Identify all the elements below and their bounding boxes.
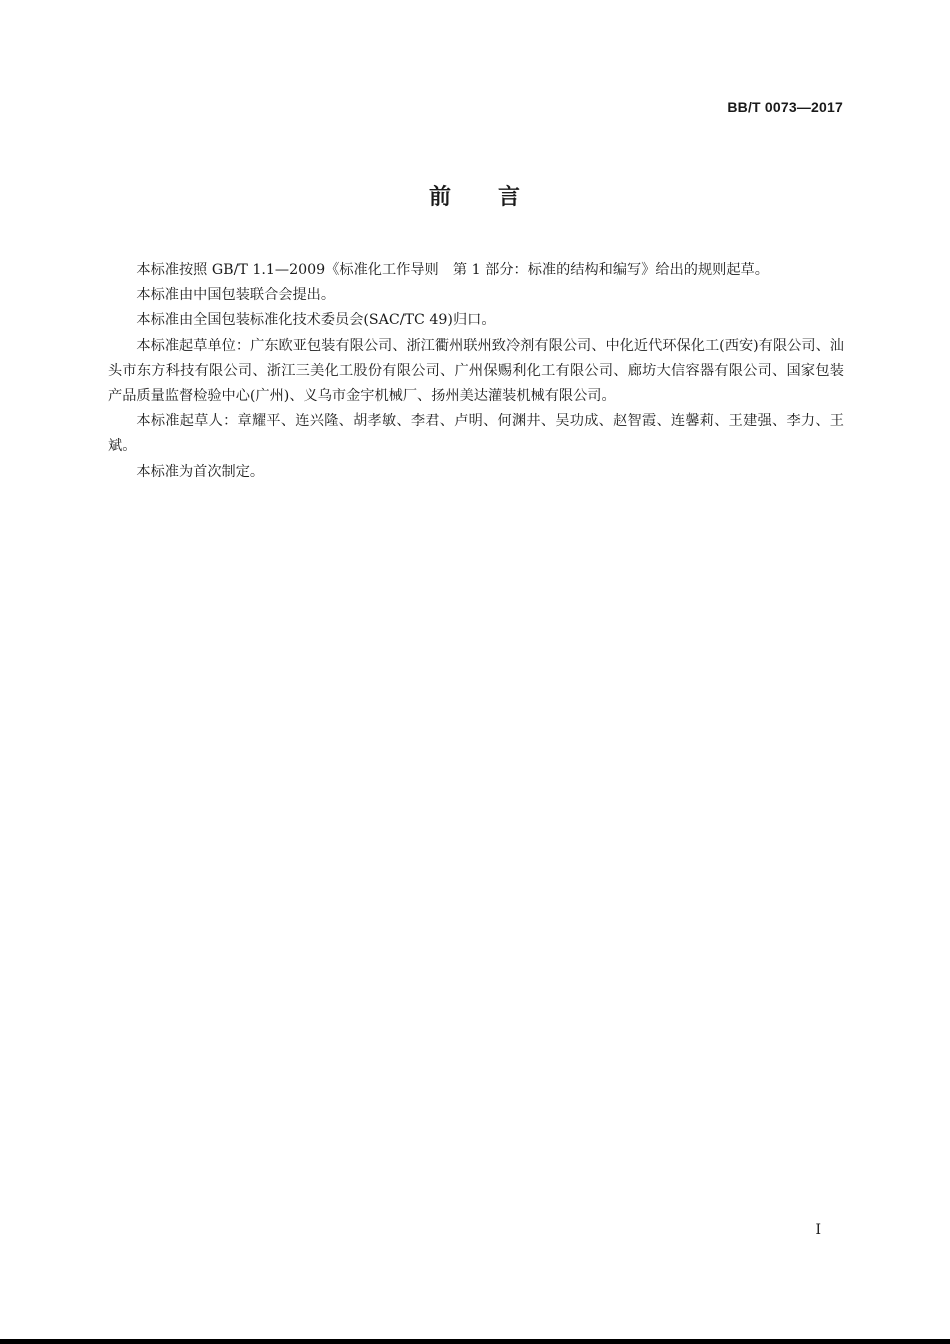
paragraph-technical-committee: 本标准由全国包装标准化技术委员会(SAC/TC 49)归口。 (136, 312, 496, 329)
paragraph-drafters: 本标准起草人：章耀平、连兴隆、胡孝敏、李君、卢明、何渊井、吴功成、赵智霞、连馨莉、王建强、李力、王斌。 (108, 413, 844, 455)
paragraph-proposer: 本标准由中国包装联合会提出。 (136, 287, 336, 304)
paragraph-drafting-units: 本标准起草单位：广东欧亚包装有限公司、浙江衢州联州致冷剂有限公司、中化近代环保化工(西安)有限公司、汕头市东方科技有限公司、浙江三美化工股份有限公司、广州保赐利化工有限公司、廊坊大信容器有限公司、国家包装产品质量监督检验中心(广州)、义乌市金宇机械厂、扬州美达灌装机械有限公司。 (108, 337, 844, 405)
bottom-rule (0, 1339, 950, 1344)
page-title: 前 言 (428, 185, 521, 210)
preface-body (108, 258, 844, 485)
standard-code: BB/T 0073—2017 (727, 99, 843, 115)
paragraph-drafting-rules: 本标准按照 GB/T 1.1—2009《标准化工作导则 第 1 部分：标准的结构和编写》给出的规则起草。 (136, 262, 769, 278)
paragraph-first-edition: 本标准为首次制定。 (136, 463, 265, 480)
page-number: I (815, 1222, 821, 1238)
